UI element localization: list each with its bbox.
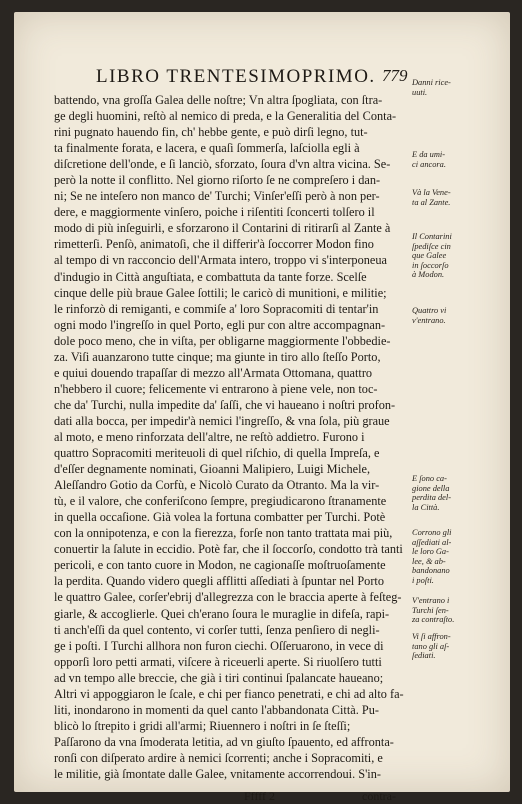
marginal-note: [412, 474, 478, 512]
marginal-note-line: ci ancora.: [412, 159, 446, 169]
marginal-note-line: in ſoccorſo: [412, 260, 449, 270]
book-page: [14, 12, 510, 803]
text-line: cinque delle più braue Galee ſottili; le caricò di munitioni, e militie;: [54, 285, 387, 300]
marginal-note-line: aſſediati al-: [412, 537, 452, 547]
text-line: modo di più inſeguirli, e sforzarono il Contarini di ritirarſi al Zante à: [54, 221, 391, 236]
marginal-note-line: lee, & ab-: [412, 556, 446, 566]
marginal-note-line: Quattro vi: [412, 306, 447, 315]
text-line: ta finalmente forata, e lacera, e quaſi ſommerſa, laſciolla egli à: [54, 141, 360, 156]
marginal-note-line: i poſti.: [412, 575, 434, 585]
marginal-note-line: bandonano: [412, 566, 450, 576]
text-line: con la onnipotenza, e con la fierezza, forſe non tanto trattata mai più,: [54, 526, 393, 541]
text-line: ti anch'eſſi da quel contento, vi corſer tutti, ſenza penſiero di negli-: [54, 622, 380, 637]
marginal-note: [412, 78, 478, 97]
text-line: pericoli, e con tanto cuore in Modon, ne cagionaſſe moſtruoſamente: [54, 558, 386, 573]
text-line: battendo, vna groſſa Galea delle noſtre; Vn altra ſpogliata, con ſtra-: [54, 93, 383, 107]
marginal-note-line: tano gli aſ-: [412, 641, 450, 651]
text-line: al tempo di vn racconcio dell'Armata intero, troppo vi s'interponeua: [54, 253, 387, 268]
body-text: [54, 92, 406, 782]
marginal-note: [412, 632, 478, 661]
text-line: opporſi loro petti armati, viſcere à riceuerli aperte. Si riuolſero tutti: [54, 654, 382, 669]
text-line: al moto, e meno rinforzata dell'altre, ne reſtò addietro. Furono i: [54, 429, 365, 444]
signature-mark: Fffff 2: [244, 789, 276, 803]
text-line: e quiui douendo trapaſſar di mezzo all'Armata Ottomana, quattro: [54, 365, 373, 380]
marginal-note: [412, 188, 478, 207]
text-line: che da' Turchi, nulla impedite da' ſaſſi, che vi haueano i noſtri profon-: [54, 397, 396, 412]
text-line: dole poco meno, che in viſta, per obligarne maggiormente l'obbedie-: [54, 333, 391, 348]
text-line: giarle, & accoglierle. Quei ch'erano ſoura le muraglie in difeſa, rapi-: [54, 606, 390, 621]
text-line: quattro Sopracomiti meriteuoli di quel riſchio, di quella Impreſa, e: [54, 446, 380, 461]
marginal-note-line: E ſono ca-: [412, 474, 447, 483]
text-line: Altri vi appoggiaron le ſcale, e chi per fianco penetrati, e chi ad alto fa-: [54, 686, 404, 701]
text-line: conuertir la ſalute in eccidio. Potè far, che il ſoccorſo, condotto trà tanti: [54, 542, 403, 557]
marginal-note-line: ſediati.: [412, 651, 436, 661]
marginal-note: [412, 528, 478, 586]
text-line: tù, e il valore, che conferiſcono ſempre, pregiudicarono ſtranamente: [54, 494, 387, 509]
marginal-note: [412, 306, 478, 325]
marginal-note-line: à Modon.: [412, 270, 445, 280]
text-line: ronſi con diſperato ardire à nemici ſcorrenti; anche i Sopracomiti, e: [54, 750, 383, 765]
marginal-note-line: V'entrano i: [412, 596, 450, 605]
text-line: liti, inondarono in momenti da quel canto l'abbandonata Città. Pu-: [54, 702, 379, 717]
marginal-note-line: za contraſto.: [412, 615, 455, 625]
marginal-note-line: uuti.: [412, 87, 428, 97]
text-line: rimetterſi. Penſò, animatoſi, che il differir'à ſoccorrer Modon fino: [54, 237, 374, 252]
text-line: Paſſarono da vna ſmoderata letitia, ad vn giuſto ſpauento, ed affronta-: [54, 734, 394, 749]
marginal-note-line: Turchi ſen-: [412, 605, 449, 615]
running-header: [96, 66, 416, 90]
marginal-note-line: la Città.: [412, 502, 440, 512]
marginal-note-line: Corrono gli: [412, 528, 452, 537]
text-line: n'hebbero il cuore; felicemente vi entrarono à piene vele, non toc-: [54, 381, 378, 396]
text-line: però la notte il conflitto. Nel giorno riſorto ſe ne compreſero i dan-: [54, 173, 381, 188]
marginal-note-line: le loro Ga-: [412, 547, 449, 557]
marginal-note: [412, 232, 478, 280]
text-line: ad vn tempo alle breccie, che già i tiri continui ſpalancate haueano;: [54, 670, 384, 685]
text-line: dere, e maggiormente vinſero, poiche i riſentiti ſconcerti tolſero il: [54, 205, 375, 220]
text-line: ge i poſti. I Turchi allhora non furon ciechi. Oſſeruarono, in vece di: [54, 638, 384, 653]
text-line: ogni modo l'ingreſſo in quel Porto, egli pur con altre accompagnan-: [54, 317, 386, 332]
text-line: diſcretione dell'onde, e ſi lanciò, sforzato, ſoura d'vn altra vicina. Se-: [54, 157, 391, 172]
marginal-note-line: Và la Vene-: [412, 188, 451, 197]
text-line: d'eſſer degnamente nominati, Gioanni Malipiero, Luigi Michele,: [54, 462, 371, 477]
marginal-note-line: gione della: [412, 483, 450, 493]
text-line: le quattro Galee, corſer'ebrij d'allegrezza con le braccia aperte à feſteg-: [54, 590, 402, 605]
catchword: contra-: [362, 789, 396, 803]
text-line: dati alla bocca, per impedir'à nemici l'ingreſſo, & vna ſola, più graue: [54, 413, 390, 428]
marginal-note-line: Danni rice-: [412, 78, 451, 87]
marginal-note-line: Il Contarini: [412, 232, 452, 241]
marginal-note: [412, 150, 478, 169]
text-line: ge degli huomini, reſtò al nemico di preda, e la Generalitia del Conta-: [54, 109, 397, 124]
marginal-note-line: v'entrano.: [412, 315, 446, 325]
text-line: za. Viſi auanzarono tutte cinque; ma giunte in tiro allo ſteſſo Porto,: [54, 349, 381, 364]
text-line: blicò lo ſtrepito i gridi all'armi; Riuennero i noſtri in ſe ſteſſi;: [54, 718, 351, 733]
running-title: LIBRO TRENTESIMOPRIMO.: [96, 66, 376, 87]
text-line: ni; Se ne inteſero non manco de' Turchi; Vinſer'eſſi però à non per-: [54, 189, 380, 204]
text-line: Aleſſandro Gotio da Corfù, e Nicolò Curato da Otranto. Ma la vir-: [54, 478, 380, 493]
marginal-note-line: Vi ſi affron-: [412, 632, 451, 641]
text-line: d'indugio in Città anguſtiata, e combattuta da tante forze. Scelſe: [54, 269, 367, 284]
marginal-note-line: ſpediſce cin: [412, 241, 451, 251]
text-line: la perdita. Quando videro quegli afflitti aſſediati à ſpuntar nel Porto: [54, 574, 384, 589]
text-line: le rinforzò di remiganti, e commiſe a' loro Sopracomiti di tentar'in: [54, 301, 379, 316]
marginal-note: [412, 596, 478, 625]
text-line: rini pugnato hauendo fin, ch' hebbe gente, e può dirſi legno, tut-: [54, 125, 368, 140]
text-line: le militie, già ſmontate dalle Galee, vnitamente accorrendoui. S'in-: [54, 766, 381, 781]
marginal-note-line: E da umi-: [412, 150, 446, 159]
text-line: in quella occaſione. Già volea la fortuna combatter per Turchi. Potè: [54, 510, 386, 525]
marginal-note-line: que Galee: [412, 251, 447, 261]
page-number: 779: [382, 66, 408, 85]
marginal-note-line: ta al Zante.: [412, 197, 451, 207]
marginal-note-line: perdita del-: [412, 493, 451, 503]
